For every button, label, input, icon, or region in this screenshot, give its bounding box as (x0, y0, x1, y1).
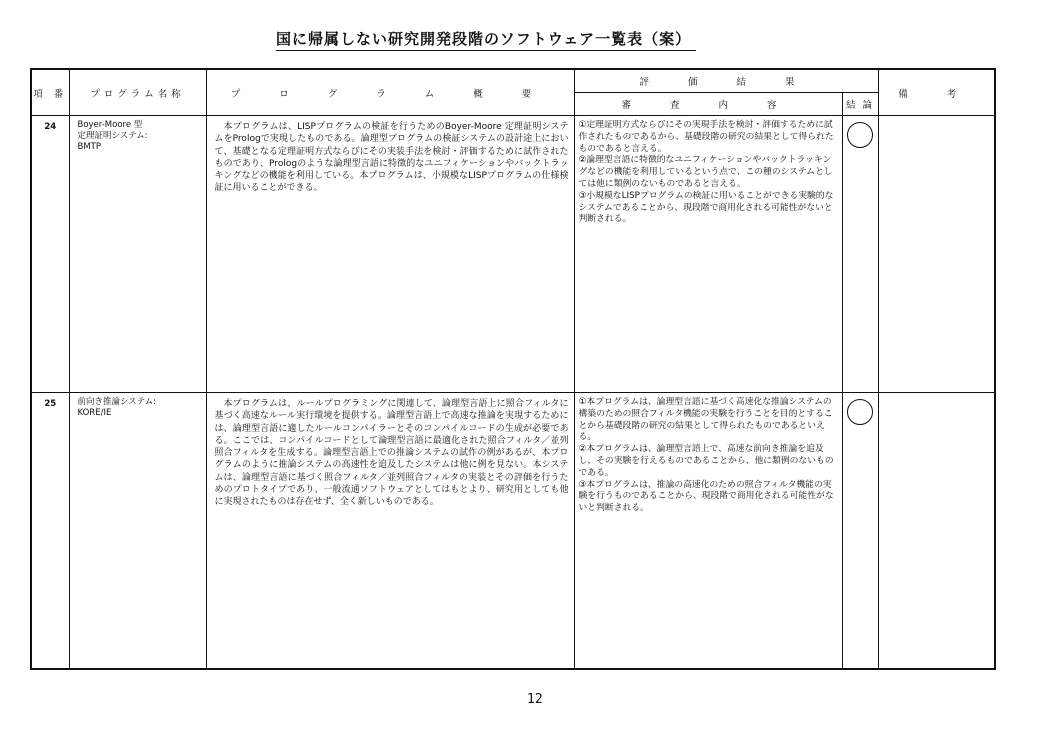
review-content (574, 116, 842, 393)
program-name (69, 116, 206, 393)
program-summary: 本プログラムは、LISPプログラムの検証を行うためのBoyer-Moore 定理証明システムをPrologで実現したものである。論理型プログラムの検証システムの設計途上において、基礎となる定理証明方式ならびにその実装手法を検討・評価するために試作されたものであり、Prologのような論理型言語に特徴的なユニフィケーションやバックトラッキングなどの機能を利用している。本プログラムは、小規模なLISPプログラムの仕様検証に用いることができる。 (206, 116, 574, 393)
program-name-line: BMTP (77, 142, 101, 152)
conclusion-cell (842, 116, 878, 393)
header-item-no: 項 番 (31, 69, 69, 116)
header-program-summary: プ ロ グ ラ ム 概 要 (206, 69, 574, 116)
review-point: ③小規模なLISPプログラムの検証に用いることができる実験的なシステムであることから、現段階で商用化される可能性がないと判断される。 (578, 190, 834, 225)
review-point: ①定理証明方式ならびにその実現手法を検討・評価するために試作されたものであるから、基礎段階の研究の結果として得られたものであると言える。 (578, 120, 834, 154)
program-name-line: 定理証明システム: (77, 131, 148, 141)
review-point: ②論理型言語に特徴的なユニフィケーションやバックトラッキングなどの機能を利用しているという点で、この種のシステムとしては他に類例のないものであると言える。 (578, 155, 833, 189)
header-program-name: プログラム名称 (69, 69, 206, 116)
table-row (31, 116, 995, 393)
row-number: 25 (31, 393, 69, 670)
circle-mark-icon (847, 399, 873, 425)
program-summary: 本プログラムは、ルールプログラミングに関連して、論理型言語上に照合フィルタに基づく高速なルール実行環境を提供する。論理型言語上で高速な推論を実現するためには、論理型言語に適したルールコンパイラーとそのコンパイルコードの生成が必要である。ここでは、コンパイルコードとして論理型言語に最適化された照合フィルタ／並列照合フィルタを生成する。論理型言語上での推論システムの試作の例があるが、本プログラムのように推論システムの高速性を追及したシステムは他に例を見ない。本システムは、論理型言語に基づく照合フィルタ／並列照合フィルタの実装とその評価を行うためのプロトタイプであり、一般流通ソフトウェアとしてはもとより、研究用としても他に実現されたものは存在せず、全く新しいものである。 (206, 393, 574, 670)
header-review-content: 審 査 内 容 (574, 93, 842, 116)
header-conclusion: 結 論 (842, 93, 878, 116)
table-row (31, 393, 995, 670)
remarks-cell (878, 116, 995, 393)
software-list-table (30, 68, 996, 670)
review-point: ②本プログラムは、論理型言語上で、高速な前向き推論を追及し、その実験を行えるものであることから、他に類例のないものである。 (578, 444, 834, 478)
circle-mark-icon (847, 122, 873, 148)
conclusion-cell (842, 393, 878, 670)
review-point: ①本プログラムは、論理型言語に基づく高速化な推論システムの構築のための照合フィルタ機能の実験を行うことを目的とすることから基礎段階の研究の結果として得られたものであるといえる。 (578, 397, 833, 443)
header-remarks: 備 考 (878, 69, 995, 116)
row-number: 24 (31, 116, 69, 393)
page-title: 国に帰属しない研究開発段階のソフトウェア一覧表（案） (276, 28, 696, 51)
program-name (69, 393, 206, 670)
program-name-line: 前向き推論システム: (77, 397, 157, 407)
program-name-line: Boyer-Moore 型 (77, 120, 143, 130)
remarks-cell (878, 393, 995, 670)
program-name-line: KORE/IE (77, 408, 112, 418)
review-content (574, 393, 842, 670)
page-number: 12 (527, 692, 543, 707)
header-evaluation-result: 評 価 結 果 (574, 69, 878, 93)
review-point: ③本プログラムは、推論の高速化のための照合フィルタ機能の実験を行うものであることから、現段階で商用化される可能性がないと判断される。 (578, 479, 834, 514)
